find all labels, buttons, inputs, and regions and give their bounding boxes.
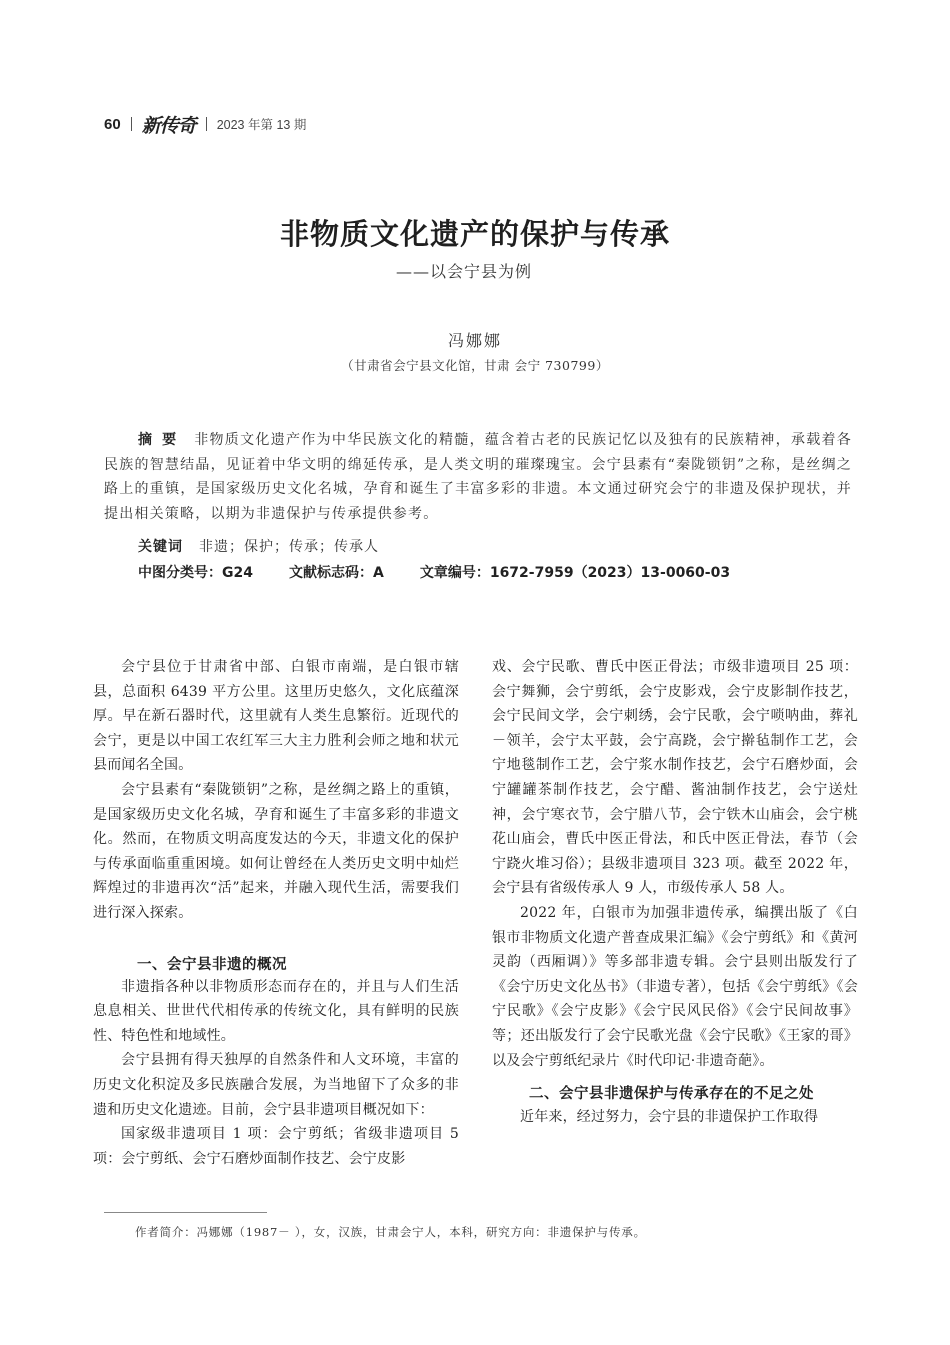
clc-number: 中图分类号：G24 xyxy=(138,565,253,581)
body-column-left xyxy=(93,655,459,1171)
abstract xyxy=(104,428,852,526)
body-paragraph: 近年来，经过努力，会宁县的非遗保护工作取得 xyxy=(520,1109,819,1126)
keywords xyxy=(138,536,379,556)
author-name: 冯娜娜 xyxy=(447,331,502,350)
article-number: 文章编号：1672-7959（2023）13-0060-03 xyxy=(419,565,731,581)
body-column-right xyxy=(492,655,858,1130)
abstract-label: 摘要 xyxy=(138,432,187,448)
body-paragraph: 会宁县素有“秦陇锁钥”之称，是丝绸之路上的重镇，是国家级历史文化名城，孕育和诞生了丰富多彩的非遗文化。然而，在物质文明高度发达的今天，非遗文化的保护与传承面临重重困境。如何让曾经在人类历史文明中灿烂辉煌过的非遗再次“活”起来，并融入现代生活，需要我们进行深入探索。 xyxy=(93,781,459,921)
author-footnote: 作者简介：冯娜娜（1987－ ），女，汉族，甘肃会宁人，本科，研究方向：非遗保护与传承。 xyxy=(135,1225,646,1239)
running-header xyxy=(104,113,306,135)
abstract-text: 非物质文化遗产作为中华民族文化的精髓，蕴含着古老的民族记忆以及独有的民族精神，承载着各民族的智慧结晶，见证着中华文明的绵延传承，是人类文明的璀璨瑰宝。会宁县素有“秦陇锁钥”之称，是丝绸之路上的重镇，是国家级历史文化名城，孕育和诞生了丰富多彩的非遗。本文通过研究会宁的非遗及保护现状，并提出相关策略，以期为非遗保护与传承提供参考。 xyxy=(104,432,852,522)
section-heading: 一、会宁县非遗的概况 xyxy=(137,956,287,973)
footnote-rule xyxy=(104,1212,267,1213)
page-number: 60 xyxy=(104,115,121,133)
keywords-text: 非遗；保护；传承；传承人 xyxy=(199,539,379,555)
keywords-label: 关键词 xyxy=(138,539,183,555)
section-heading: 二、会宁县非遗保护与传承存在的不足之处 xyxy=(529,1086,814,1103)
section-spacer xyxy=(93,926,459,955)
body-paragraph: 会宁县拥有得天独厚的自然条件和人文环境，丰富的历史文化积淀及多民族融合发展，为当地留下了众多的非遗和历史文化遗迹。目前，会宁县非遗项目概况如下： xyxy=(93,1052,459,1118)
magazine-logo: 新传奇 xyxy=(141,114,196,137)
header-divider xyxy=(131,117,132,131)
classification-line xyxy=(138,562,730,582)
body-paragraph: 非遗指各种以非物质形态而存在的，并且与人们生活息息相关、世世代代相传承的传统文化，具有鲜明的民族性、特色性和地域性。 xyxy=(93,978,459,1044)
issue-label: 2023 年第 13 期 xyxy=(216,118,307,132)
body-paragraph: 国家级非遗项目 1 项：会宁剪纸；省级非遗项目 5 项：会宁剪纸、会宁石磨炒面制作技艺、会宁皮影 xyxy=(93,1126,459,1167)
author-affiliation: （甘肃省会宁县文化馆，甘肃 会宁 730799） xyxy=(341,358,609,373)
article-subtitle: ——以会宁县为例 xyxy=(396,262,533,281)
article-title: 非物质文化遗产的保护与传承 xyxy=(279,217,670,251)
body-paragraph: 2022 年，白银市为加强非遗传承，编撰出版了《白银市非物质文化遗产普查成果汇编》《会宁剪纸》和《黄河灵韵（西厢调）》等多部非遗专辑。会宁县则出版发行了《会宁历史文化丛书》（非遗专著），包括《会宁剪纸》《会宁民歌》《会宁皮影》《会宁民风民俗》《会宁民间故事》等；还出版发行了会宁民歌光盘《会宁民歌》《王家的哥》以及会宁剪纸纪录片《时代印记·非遗奇葩》。 xyxy=(492,904,858,1069)
body-paragraph: 会宁县位于甘肃省中部、白银市南端，是白银市辖县，总面积 6439 平方公里。这里历史悠久，文化底蕴深厚。早在新石器时代，这里就有人类生息繁衍。近现代的会宁，更是以中国工农红军三大主力胜利会师之地和状元县而闻名全国。 xyxy=(93,659,459,774)
body-paragraph: 戏、会宁民歌、曹氏中医正骨法；市级非遗项目 25 项：会宁舞狮，会宁剪纸，会宁皮影戏，会宁皮影制作技艺，会宁民间文学，会宁刺绣，会宁民歌，会宁唢呐曲，葬礼－领羊，会宁太平鼓，会宁高跷，会宁擀毡制作工艺，会宁地毯制作工艺，会宁浆水制作技艺，会宁石磨炒面，会宁罐罐茶制作技艺，会宁醋、酱油制作技艺，会宁送灶神，会宁寒衣节，会宁腊八节，会宁铁木山庙会，会宁桃花山庙会，曹氏中医正骨法，和氏中医正骨法，春节（会宁跷火堆习俗）；县级非遗项目 323 项。截至 2022 年，会宁县有省级传承人 9 人，市级传承人 58 人。 xyxy=(492,659,858,897)
header-divider xyxy=(206,117,207,131)
document-code: 文献标志码：A xyxy=(288,565,384,581)
